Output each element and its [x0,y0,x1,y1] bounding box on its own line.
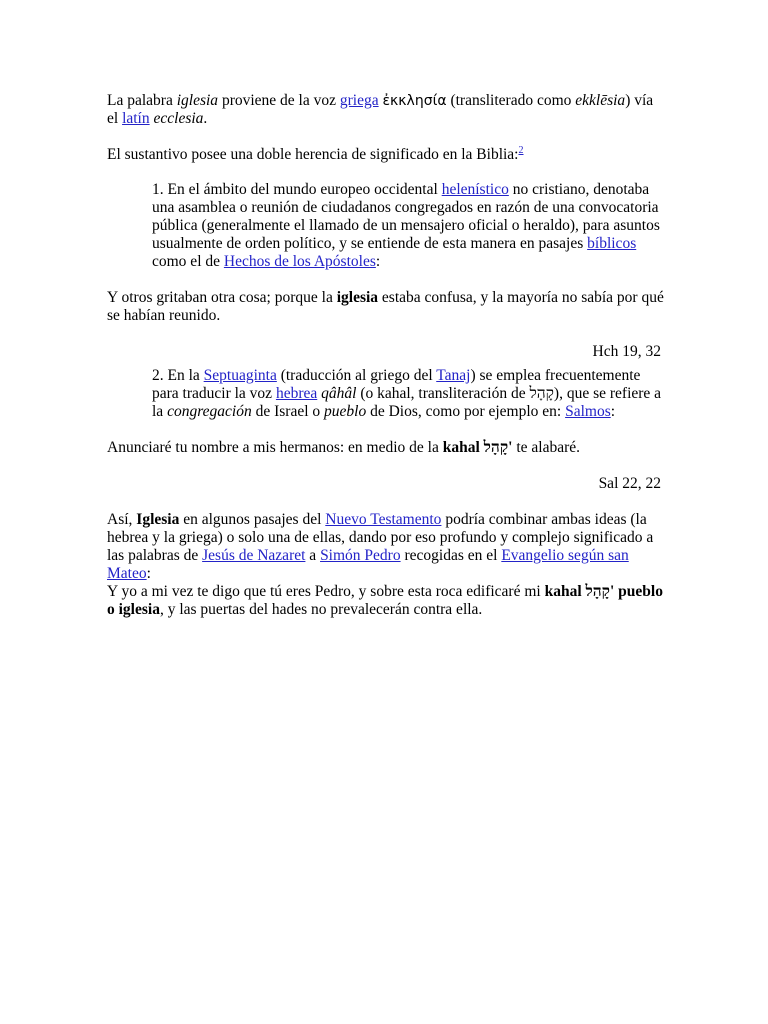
text: proviene de la voz [218,92,340,109]
text: 1. En el ámbito del mundo europeo occidental [152,181,442,198]
quote-1 [107,289,667,325]
text: : [375,253,381,270]
text: podría combinar ambas ideas (la hebrea y la griega) o solo una de ellas, dando por eso profundo y complejo significado a las palabras de [107,511,654,564]
italic-term: congregación [167,403,252,420]
italic-term: qâhâl [321,385,357,402]
text: (transliterado como [446,92,576,109]
text: (o kahal, transliteración de קָהָל), que se refiere a la [152,385,662,420]
link-jesus-de-nazaret[interactable]: Jesús de Nazaret [202,547,306,564]
text: no cristiano, denotaba una asamblea o reunión de ciudadanos congregados en razón de una convocatoria pública (generalmente el llamado de un mensajero oficial o heraldo), para asuntos usualmente de orden político, y se entiende de esta manera en pasajes [152,181,660,252]
link-simon-pedro[interactable]: Simón Pedro [320,547,401,564]
link-hebrea[interactable]: hebrea [275,385,318,402]
bold-term: iglesia [336,289,379,306]
text: estaba confusa, y la mayoría no sabía por qué se habían reunido. [107,289,664,324]
heritage-paragraph [107,146,667,164]
text: . [203,110,208,127]
link-biblicos[interactable]: bíblicos [587,235,637,252]
text: como el de [152,253,224,270]
text: ) vía el [107,92,654,127]
text: (traducción al griego del [276,367,437,384]
intro-paragraph [107,92,667,128]
citation-1: Hch 19, 32 [592,343,661,360]
text: El sustantivo posee una doble herencia de significado en la Biblia: [107,146,519,163]
text: Y yo a mi vez te digo que tú eres Pedro, y sobre esta roca edificaré mi [107,583,545,600]
text: : [610,403,616,420]
bold-term: kahal קָהָל' [442,439,513,456]
link-latin[interactable]: latín [122,110,150,127]
text: Anunciaré tu nombre a mis hermanos: en medio de la [107,439,443,456]
text: 2. En la [152,367,204,384]
text: te alabaré. [512,439,581,456]
quote-2 [107,439,667,457]
text: a [305,547,321,564]
text: ) se emplea frecuentemente para traducir la voz [152,367,641,402]
italic-term: ekklēsia [575,92,626,109]
italic-term: ecclesia [153,110,204,127]
quote-3 [107,583,667,619]
text: de Dios, como por ejemplo en: [366,403,566,420]
text: en algunos pasajes del [179,511,326,528]
link-helenistico[interactable]: helenístico [441,181,509,198]
footnote-ref-link[interactable]: 2 [518,145,524,156]
text: de Israel o [251,403,325,420]
conclusion-paragraph [107,511,667,583]
text: La palabra [107,92,177,109]
citation-2: Sal 22, 22 [598,475,661,492]
text: Así, [107,511,137,528]
text: : [146,565,151,582]
bold-term: kahal קָהָל' pueblo o iglesia [107,583,663,618]
list-item-1 [152,181,667,271]
greek-word: ἐκκλησία [382,93,447,109]
link-evangelio-mateo[interactable]: Evangelio según san Mateo [107,547,629,582]
text: Y otros gritaban otra cosa; porque la [107,289,337,306]
bold-term: Iglesia [136,511,180,528]
text: , y las puertas del hades no prevalecerán contra ella. [159,601,483,618]
list-item-2 [152,367,667,421]
text: recogidas en el [400,547,502,564]
link-nuevo-testamento[interactable]: Nuevo Testamento [325,511,442,528]
link-griega[interactable]: griega [339,92,379,109]
link-tanaj[interactable]: Tanaj [436,367,471,384]
link-salmos[interactable]: Salmos [565,403,611,420]
link-septuaginta[interactable]: Septuaginta [203,367,277,384]
link-hechos-apostoles[interactable]: Hechos de los Apóstoles [223,253,376,270]
italic-term: pueblo [324,403,367,420]
italic-term: iglesia [176,92,219,109]
